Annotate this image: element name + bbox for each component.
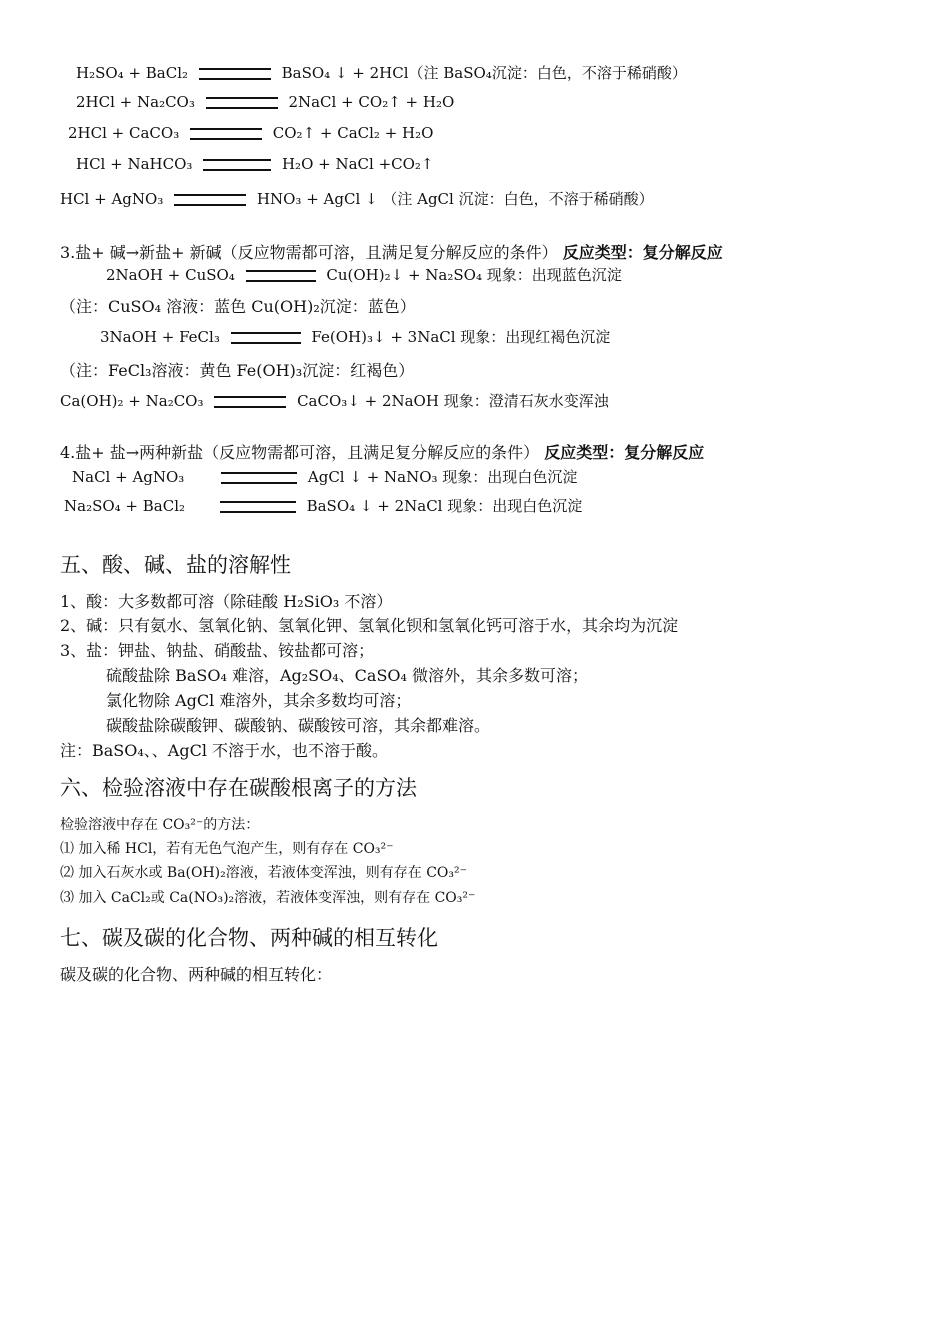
equals-sign: [231, 332, 301, 344]
equals-sign: [174, 194, 246, 206]
section5-line-1: 1、酸：大多数都可溶（除硅酸 H₂SiO₃ 不溶）: [60, 592, 393, 611]
equals-sign: [190, 128, 262, 140]
equation-lhs: NaCl + AgNO₃: [72, 468, 185, 486]
section7-heading: 七、碳及碳的化合物、两种碱的相互转化: [60, 926, 438, 950]
equation-h2so4-bacl2: [76, 62, 687, 83]
equation-lhs: 2HCl + CaCO₃: [68, 124, 180, 142]
equation-lhs: H₂SO₄ + BaCl₂: [76, 64, 189, 82]
section6-line-2: ⑴ 加入稀 HCl，若有无色气泡产生，则有存在 CO₃²⁻: [60, 841, 394, 857]
section6-line-3: ⑵ 加入石灰水或 Ba(OH)₂溶液，若液体变浑浊，则有存在 CO₃²⁻: [60, 865, 468, 881]
equals-sign: [203, 159, 271, 171]
equation-rhs: 2NaCl + CO₂↑ + H₂O: [288, 93, 455, 111]
section5-line-3: 3、盐：钾盐、钠盐、硝酸盐、铵盐都可溶；: [60, 641, 375, 660]
equation-na2so4-bacl2: [64, 495, 582, 516]
equation-rhs: CO₂↑ + CaCl₂ + H₂O: [272, 124, 434, 142]
equals-sign: [221, 472, 297, 484]
equation-lhs: 2HCl + Na₂CO₃: [76, 93, 195, 111]
equation-caoh2-na2co3: [60, 390, 609, 411]
equation-lhs: HCl + AgNO₃: [60, 190, 164, 208]
equals-sign: [199, 68, 271, 80]
section6-heading: 六、检验溶液中存在碳酸根离子的方法: [60, 776, 417, 800]
section4-reaction-type: 反应类型：复分解反应: [544, 443, 705, 462]
section4-title-line: [60, 440, 704, 463]
section3-title-line: [60, 240, 723, 263]
equation-naoh-fecl3: [100, 326, 610, 347]
equation-lhs: Ca(OH)₂ + Na₂CO₃: [60, 392, 204, 410]
equation-rhs: AgCl ↓ + NaNO₃ 现象：出现白色沉淀: [307, 468, 578, 486]
equals-sign: [214, 396, 286, 408]
equation-rhs: BaSO₄ ↓ + 2NaCl 现象：出现白色沉淀: [306, 497, 583, 515]
equation-rhs: Fe(OH)₃↓ + 3NaCl 现象：出现红褐色沉淀: [311, 328, 611, 346]
equation-lhs: 2NaOH + CuSO₄: [106, 266, 235, 284]
equation-nacl-agno3: [72, 466, 577, 487]
section4-title: 4.盐+ 盐→两种新盐（反应物需都可溶，且满足复分解反应的条件）: [60, 443, 540, 462]
equation-naoh-cuso4: [106, 264, 622, 285]
equation-rhs: BaSO₄ ↓ + 2HCl（注 BaSO₄沉淀：白色，不溶于稀硝酸）: [281, 64, 687, 82]
section3-note2: （注：FeCl₃溶液：黄色 Fe(OH)₃沉淀：红褐色）: [60, 361, 415, 380]
equation-rhs: CaCO₃↓ + 2NaOH 现象：澄清石灰水变浑浊: [297, 392, 609, 410]
equation-hcl-na2co3: [76, 93, 454, 111]
section3-reaction-type: 反应类型：复分解反应: [562, 243, 723, 262]
equation-lhs: 3NaOH + FeCl₃: [100, 328, 220, 346]
section7-line: 碳及碳的化合物、两种碱的相互转化：: [60, 965, 333, 984]
equals-sign: [220, 501, 296, 513]
equation-rhs: Cu(OH)₂↓ + Na₂SO₄ 现象：出现蓝色沉淀: [326, 266, 622, 284]
section5-line-4: 硫酸盐除 BaSO₄ 难溶，Ag₂SO₄、CaSO₄ 微溶外，其余多数可溶；: [106, 666, 589, 685]
equation-hcl-agno3: [60, 188, 654, 209]
section3-note1: （注：CuSO₄ 溶液：蓝色 Cu(OH)₂沉淀：蓝色）: [60, 297, 416, 316]
equation-lhs: Na₂SO₄ + BaCl₂: [64, 497, 186, 515]
section3-title: 3.盐+ 碱→新盐+ 新碱（反应物需都可溶，且满足复分解反应的条件）: [60, 243, 558, 262]
section6-line-4: ⑶ 加入 CaCl₂或 Ca(NO₃)₂溶液，若液体变浑浊，则有存在 CO₃²⁻: [60, 890, 476, 906]
section5-line-5: 氯化物除 AgCl 难溶外，其余多数均可溶；: [106, 691, 412, 710]
equation-rhs: HNO₃ + AgCl ↓ （注 AgCl 沉淀：白色，不溶于稀硝酸）: [256, 190, 654, 208]
equation-hcl-nahco3: [76, 155, 434, 173]
section6-line-1: 检验溶液中存在 CO₃²⁻的方法：: [60, 817, 260, 833]
section5-line-6: 碳酸盐除碳酸钾、碳酸钠、碳酸铵可溶，其余都难溶。: [106, 716, 491, 735]
equation-rhs: H₂O + NaCl +CO₂↑: [281, 155, 434, 173]
equation-hcl-caco3: [68, 124, 433, 142]
equation-lhs: HCl + NaHCO₃: [76, 155, 193, 173]
section5-heading: 五、酸、碱、盐的溶解性: [60, 553, 291, 577]
section5-line-7: 注：BaSO₄、、AgCl 不溶于水，也不溶于酸。: [60, 741, 389, 760]
equals-sign: [206, 97, 278, 109]
equals-sign: [246, 270, 316, 282]
section5-line-2: 2、碱：只有氨水、氢氧化钠、氢氧化钾、氢氧化钡和氢氧化钙可溶于水，其余均为沉淀: [60, 616, 679, 635]
